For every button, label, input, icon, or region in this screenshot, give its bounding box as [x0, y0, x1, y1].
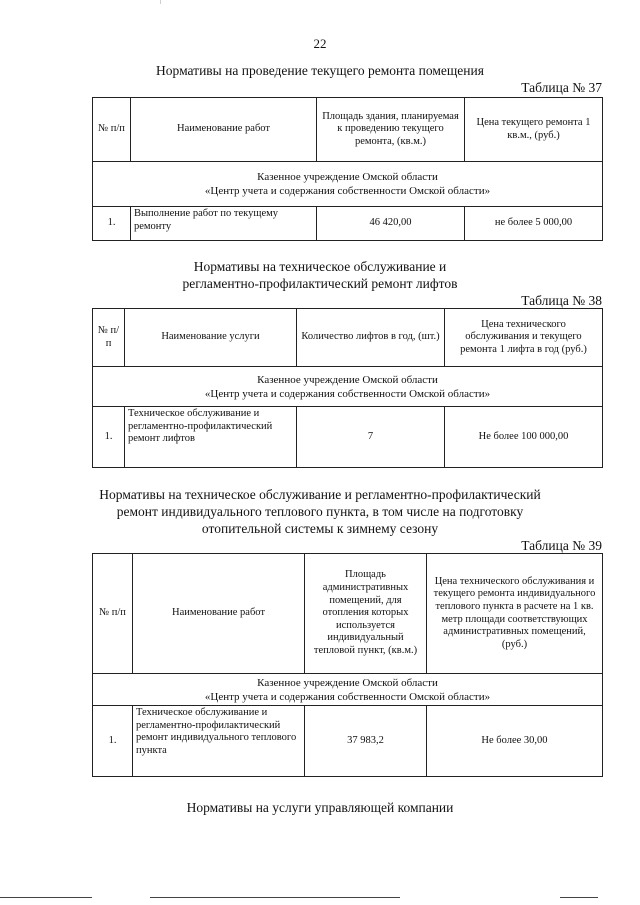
header-cell: Наименование работ	[131, 98, 317, 162]
table-row	[93, 207, 603, 241]
price-cell: не более 5 000,00	[465, 207, 603, 241]
page-number: 22	[313, 36, 327, 51]
org-name: «Центр учета и содержания собственности Омской области»	[204, 185, 491, 197]
org-name: «Центр учета и содержания собственности Омской области»	[204, 690, 491, 703]
table-label: Таблица № 38	[521, 293, 602, 308]
org-cell	[93, 367, 603, 407]
header-cell: Наименование услуги	[125, 309, 297, 367]
org-cell	[93, 162, 603, 207]
work-name-cell: Техническое обслуживание и регламентно-профилактический ремонт лифтов	[125, 407, 297, 468]
table-header-row	[93, 309, 603, 367]
org-row	[93, 162, 603, 207]
table-38	[92, 308, 603, 468]
section-title	[0, 62, 640, 79]
scan-artifact	[160, 0, 161, 4]
section-title	[0, 486, 640, 537]
org-cell	[93, 674, 603, 706]
org-name: Казенное учреждение Омской области	[257, 171, 438, 183]
header-cell: Цена текущего ремонта 1 кв.м., (руб.)	[465, 98, 603, 162]
header-cell: № п/п	[93, 554, 133, 674]
table-39	[92, 553, 603, 777]
section-title-line: Нормативы на проведение текущего ремонта помещения	[156, 63, 484, 78]
header-cell: Наименование работ	[133, 554, 305, 674]
work-name-cell: Выполнение работ по текущему ремонту	[131, 207, 317, 241]
scan-artifact	[150, 897, 400, 898]
section-title-line: регламентно-профилактический ремонт лифтов	[182, 276, 458, 291]
header-cell: Количество лифтов в год, (шт.)	[297, 309, 445, 367]
header-cell: Цена технического обслуживания и текущего ремонта 1 лифта в год (руб.)	[445, 309, 603, 367]
org-row	[93, 367, 603, 407]
org-name: Казенное учреждение Омской области	[257, 373, 438, 386]
scan-artifact	[0, 897, 92, 898]
header-cell: № п/п	[93, 309, 125, 367]
section-title	[0, 258, 640, 292]
section-title-line: ремонт индивидуального теплового пункта, в том числе на подготовку	[116, 504, 524, 519]
table-label: Таблица № 37	[521, 80, 602, 95]
table-header-row	[93, 98, 603, 162]
org-row	[93, 674, 603, 706]
org-name: Казенное учреждение Омской области	[257, 676, 438, 689]
work-name-cell: Техническое обслуживание и регламентно-профилактический ремонт индивидуального теплового пункта	[133, 706, 305, 777]
table-row	[93, 706, 603, 777]
org-name: «Центр учета и содержания собственности Омской области»	[204, 387, 491, 400]
section-title	[0, 799, 640, 816]
header-cell: Площадь здания, планируемая к проведению текущего ремонта, (кв.м.)	[317, 98, 465, 162]
table-37	[92, 97, 603, 241]
table-row	[93, 407, 603, 468]
section-title-line: Нормативы на техническое обслуживание и регламентно-профилактический	[99, 487, 541, 502]
row-number: 1.	[93, 207, 131, 241]
section-title-line: Нормативы на техническое обслуживание и	[193, 259, 447, 274]
header-cell: Цена технического обслуживания и текущего ремонта индивидуального теплового пункта в расчете на 1 кв. метр площади соответствующих административных помещений, (руб.)	[427, 554, 603, 674]
value-cell: 7	[297, 407, 445, 468]
row-number: 1.	[93, 706, 133, 777]
table-header-row	[93, 554, 603, 674]
row-number: 1.	[93, 407, 125, 468]
scan-artifact	[560, 897, 598, 898]
value-cell: 37 983,2	[305, 706, 427, 777]
header-cell: № п/п	[93, 98, 131, 162]
price-cell: Не более 30,00	[427, 706, 603, 777]
section-title-line: Нормативы на услуги управляющей компании	[186, 800, 454, 815]
header-cell: Площадь административных помещений, для отопления которых используется индивидуальный тепловой пункт, (кв.м.)	[305, 554, 427, 674]
price-cell: Не более 100 000,00	[445, 407, 603, 468]
section-title-line: отопительной системы к зимнему сезону	[201, 521, 439, 536]
table-label: Таблица № 39	[521, 538, 602, 553]
value-cell: 46 420,00	[317, 207, 465, 241]
